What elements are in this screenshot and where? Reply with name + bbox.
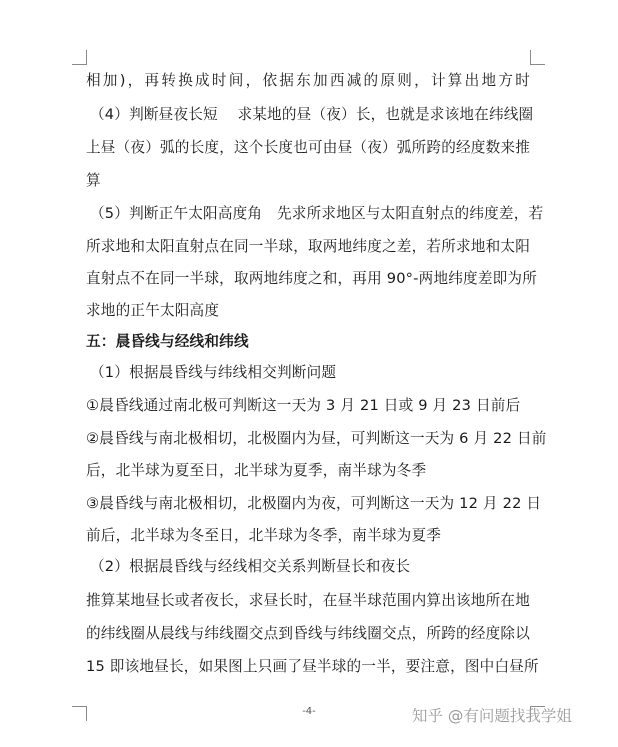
text-line: ③晨昏线与南北极相切，北极圈内为夜，可判断这一天为 12 月 22 日 xyxy=(86,495,542,512)
subsection-heading: （1）根据晨昏线与纬线相交判断问题 xyxy=(90,364,337,381)
subsection-heading: （2）根据晨昏线与经线相交关系判断昼长和夜长 xyxy=(90,558,411,575)
text-line: 上昼（夜）弧的长度，这个长度也可由昼（夜）弧所跨的经度数来推 xyxy=(86,139,530,156)
text-line: 15 即该地昼长，如果图上只画了昼半球的一半，要注意，图中白昼所 xyxy=(86,658,539,675)
watermark-text: 知乎 @有问题找我学姐 xyxy=(412,707,572,725)
page-number: -4- xyxy=(302,706,316,717)
text-line: 前后，北半球为冬至日，北半球为冬季，南半球为夏季 xyxy=(86,527,442,544)
text-line: 相加)，再转换成时间，依据东加西减的原则，计算出地方时 xyxy=(86,72,530,89)
text-line: 推算某地昼长或者夜长，求昼长时，在昼半球范围内算出该地所在地 xyxy=(86,592,530,609)
text-line: 后，北半球为夏至日，北半球为夏季，南半球为冬季 xyxy=(86,462,427,479)
text-line: ①晨昏线通过南北极可判断这一天为 3 月 21 日或 9 月 23 日前后 xyxy=(86,397,521,414)
crop-mark-top-right xyxy=(530,50,545,65)
text-line: 求地的正午太阳高度 xyxy=(86,302,220,319)
text-line: （4）判断昼夜长短 求某地的昼（夜）长，也就是求该地在纬线圈 xyxy=(90,106,534,123)
text-line: ②晨昏线与南北极相切，北极圈内为昼，可判断这一天为 6 月 22 日前 xyxy=(86,430,547,447)
text-line: 的纬线圈从晨线与纬线圈交点到昏线与纬线圈交点，所跨的经度除以 xyxy=(86,625,530,642)
section-heading: 五：晨昏线与经线和纬线 xyxy=(86,333,249,350)
crop-mark-top-left xyxy=(72,50,87,65)
text-line: 所求地和太阳直射点在同一半球，取两地纬度之差，若所求地和太阳 xyxy=(86,238,530,255)
text-line: （5）判断正午太阳高度角 先求所求地区与太阳直射点的纬度差，若 xyxy=(90,205,544,222)
text-line: 算 xyxy=(86,172,101,189)
text-line: 直射点不在同一半球，取两地纬度之和，再用 90°-两地纬度差即为所 xyxy=(86,270,537,287)
